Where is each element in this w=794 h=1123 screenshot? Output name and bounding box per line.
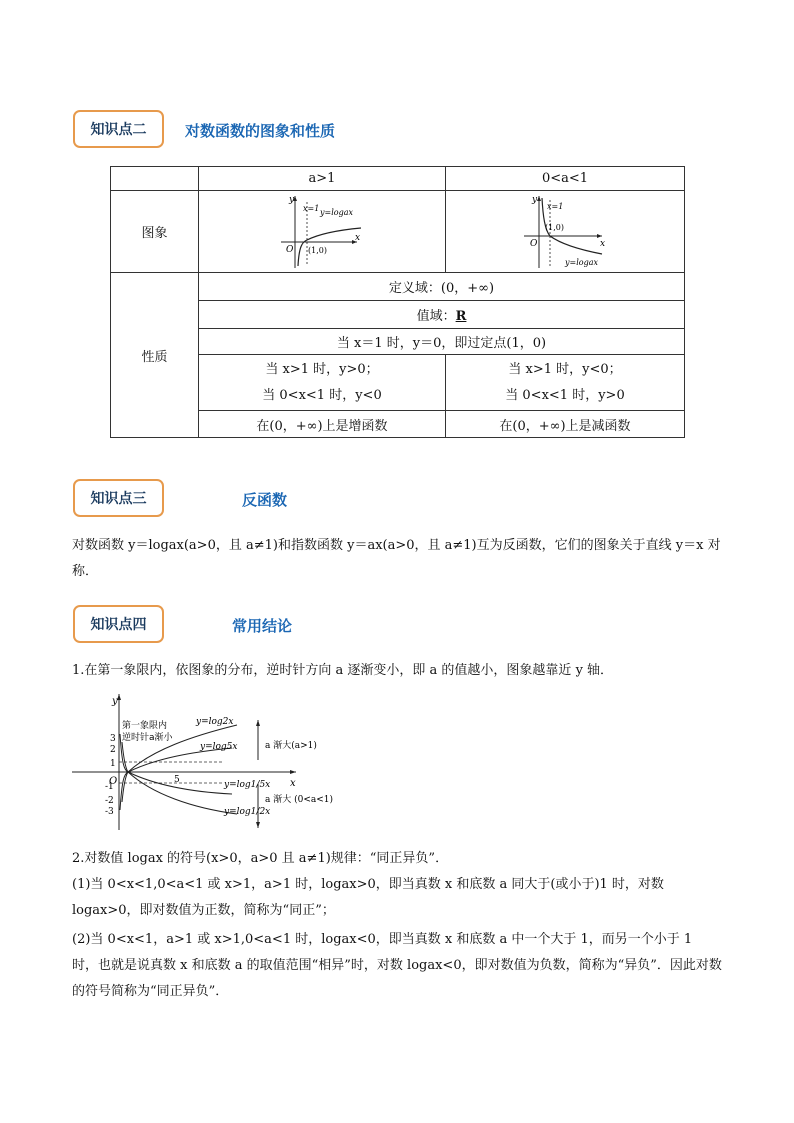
- domain-cell: 定义域：(0，+∞): [199, 273, 685, 301]
- fig-arrow-up-label: a 渐大(a>1): [265, 741, 317, 751]
- fig-curve2-label: y=log5x: [200, 742, 238, 752]
- fig-arrow-down-label: a 渐大 (0<a<1): [265, 795, 334, 805]
- fig-tick-y-1: 1: [110, 759, 116, 769]
- inverse-function-text: 对数函数 y＝logax(a>0，且 a≠1)和指数函数 y＝ax(a>0，且 a≠1)互为反函数，它们的图象关于直线 y＝x 对称．: [72, 538, 721, 579]
- fig-tick-y-neg2: -2: [105, 796, 114, 806]
- row-label-props: 性质: [111, 273, 199, 438]
- conclusion-2-item-1: (1)当 0<x<1,0<a<1 或 x>1，a>1 时，logax>0，即当真数 x 和底数 a 同大于(或小于)1 时，对数 logax>0，即对数值为正数，简称为“同正”；: [72, 877, 664, 918]
- fig-curve4-label: y=log1/2x: [224, 807, 271, 817]
- graph-left-x: x: [355, 232, 361, 243]
- range-cell: [199, 301, 685, 329]
- fig-curve1-label: y=log2x: [196, 717, 234, 727]
- range-value: R: [455, 309, 467, 324]
- header-a-gt-1: a>1: [199, 167, 446, 191]
- graph-right-x: x: [600, 238, 606, 249]
- section-tag-3-label: 知识点三: [90, 491, 147, 507]
- graph-increasing-cell: [199, 191, 446, 273]
- table-corner: [111, 167, 199, 191]
- fig-tick-y-2: 2: [110, 745, 116, 755]
- section-tag-2-label: 知识点二: [90, 122, 147, 138]
- fig-tick-y-neg3: -3: [105, 807, 114, 817]
- monotonic-left: 在(0，+∞)上是增函数: [199, 411, 446, 438]
- section-title-3: 反函数: [242, 491, 288, 509]
- graph-left-origin: O: [286, 244, 294, 255]
- section-tag-4-label: 知识点四: [90, 617, 147, 633]
- sign-left-1: 当 x>1 时，y>0；: [265, 361, 379, 377]
- graph-right-line-label: x=1: [547, 201, 564, 211]
- section-title-4: 常用结论: [232, 617, 293, 635]
- graph-right-curve-label: y=logax: [565, 257, 598, 267]
- graph-left-point: (1,0): [308, 245, 327, 255]
- conclusion-2-title: 2.对数值 logax 的符号(x>0，a>0 且 a≠1)规律：“同正异负”．: [72, 851, 449, 866]
- fig-y-axis: y: [112, 696, 118, 707]
- fig-origin: O: [109, 776, 118, 787]
- section-tag-3: [73, 479, 164, 517]
- section-title-2: 对数函数的图象和性质: [185, 122, 336, 140]
- conclusion-2-item-2: (2)当 0<x<1，a>1 或 x>1,0<a<1 时，logax<0，即当真数 x 和底数 a 中一个大于 1，而另一个小于 1 时，也就是说真数 x 和底数 a 的取值范围“相异”时，对数 logax<0，即对数值为负数，简称为“异负”．因此对数的符号简称为“同正异负”．: [72, 932, 722, 999]
- graph-decreasing: [446, 192, 684, 272]
- fig-tick-y-neg1: -1: [105, 782, 114, 792]
- graph-right-y: y: [532, 194, 538, 205]
- fig-tick-x-5: 5: [174, 775, 180, 785]
- sign-right-1: 当 x>1 时，y<0；: [508, 361, 622, 377]
- graph-right-origin: O: [530, 238, 538, 249]
- fig-curve3-label: y=log1/5x: [224, 780, 271, 790]
- range-prefix: 值域：: [416, 309, 456, 324]
- log-family-figure: [72, 690, 372, 835]
- graph-left-line-label: x=1: [303, 203, 320, 213]
- sign-left-2: 当 0<x<1 时，y<0: [262, 387, 382, 403]
- fig-note-1: 第一象限内: [122, 721, 168, 731]
- row-label-graph: 图象: [111, 191, 199, 273]
- conclusion-1: 1.在第一象限内，依图象的分布，逆时针方向 a 逐渐变小，即 a 的值越小，图象越靠近 y 轴．: [72, 663, 614, 678]
- sign-right-2: 当 0<x<1 时，y>0: [505, 387, 625, 403]
- graph-left-curve-label: y=logax: [320, 207, 353, 217]
- graph-right-point: (1,0): [545, 222, 564, 232]
- section-tag-4: [73, 605, 164, 643]
- fig-tick-y-3: 3: [110, 734, 116, 744]
- monotonic-right: 在(0，+∞)上是减函数: [446, 411, 685, 438]
- fig-x-axis: x: [290, 778, 296, 789]
- header-a-lt-1: 0<a<1: [446, 167, 685, 191]
- fixed-point-cell: 当 x＝1 时，y＝0，即过定点(1，0): [199, 329, 685, 355]
- sign-left-cell: [199, 355, 446, 411]
- sign-right-cell: [446, 355, 685, 411]
- fig-note-2: 逆时针a渐小: [122, 733, 173, 743]
- graph-left-y: y: [289, 194, 295, 205]
- graph-increasing: [199, 192, 445, 272]
- graph-decreasing-cell: [446, 191, 685, 273]
- section-tag-2: [73, 110, 164, 148]
- log-properties-table: [110, 166, 685, 438]
